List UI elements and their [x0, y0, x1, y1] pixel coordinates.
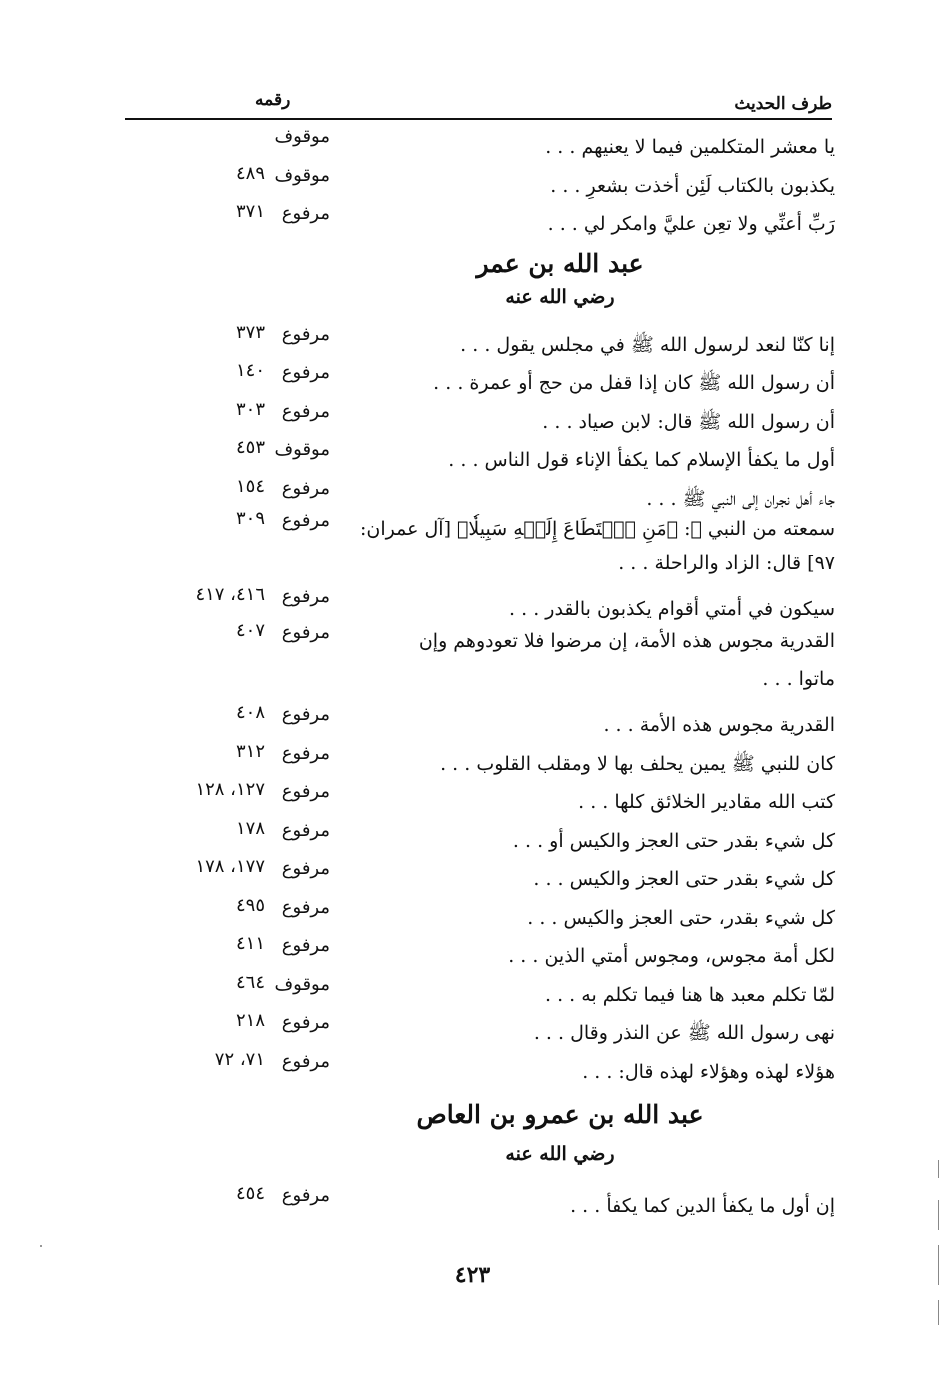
hadith-grade: مرفوع	[281, 1012, 330, 1033]
header-hadith-column: طرف الحديث	[734, 94, 832, 114]
hadith-number: ١٢٧، ١٢٨	[195, 779, 265, 800]
list-item	[125, 968, 835, 1007]
hadith-grade: مرفوع	[281, 896, 330, 918]
table-header	[125, 88, 832, 120]
hadith-text: سمعته من النبي ﷺ: ﴿مَنِ ٱسۡتَطَاعَ إِلَيۡهِ سَبِيلٗا﴾ [آل عمران:	[360, 518, 835, 540]
scan-artifact	[938, 1200, 939, 1230]
hadith-index-list	[125, 120, 835, 1218]
hadith-grade: مرفوع	[281, 858, 330, 879]
hadith-text: كل شيء بقدر، حتى العجز والكيس . . .	[527, 906, 835, 929]
hadith-text: رَبِّ أعنِّي ولا تعِن عليَّ وامكر لي . . .	[547, 213, 835, 235]
hadith-number: ٣٧٣	[235, 321, 265, 343]
list-item	[125, 814, 835, 853]
hadith-text: لكل أمة مجوس، ومجوس أمتي الذين . . .	[508, 945, 835, 967]
scan-artifact	[938, 1300, 939, 1325]
section-title: عبد الله بن عمرو بن العاص	[416, 1100, 704, 1129]
page-number: ٤٢٣	[454, 1262, 491, 1288]
hadith-number: ٣٠٩	[235, 508, 265, 529]
list-item	[125, 395, 835, 434]
hadith-grade: مرفوع	[281, 935, 330, 956]
list-item	[125, 318, 835, 357]
list-item	[125, 737, 835, 776]
hadith-number: ٤٥٤	[235, 1183, 265, 1204]
hadith-text: إنا كنّا لنعد لرسول الله ﷺ في مجلس يقول . . .	[460, 333, 835, 356]
hadith-text: سيكون في أمتي أقوام يكذبون بالقدر . . .	[509, 598, 835, 620]
scan-artifact	[40, 1245, 42, 1247]
hadith-text: كتب الله مقادير الخلائق كلها . . .	[578, 791, 835, 813]
list-item	[125, 622, 835, 658]
hadith-text: كان للنبي ﷺ يمين يحلف بها لا ومقلب القلوب . . .	[440, 752, 835, 775]
hadith-text: أن رسول الله ﷺ قال: لابن صياد . . .	[542, 410, 835, 433]
list-item	[125, 510, 835, 542]
hadith-text: إن أول ما يكفأ الدين كما يكفأ . . .	[570, 1195, 835, 1217]
list-item	[125, 775, 835, 814]
list-item	[125, 698, 835, 737]
hadith-number: ١٤٠	[235, 360, 265, 381]
hadith-number: ٣١٢	[235, 740, 265, 762]
hadith-grade: مرفوع	[281, 1185, 330, 1206]
list-item	[125, 120, 835, 159]
hadith-grade: مرفوع	[281, 323, 330, 345]
list-item-continuation	[125, 542, 835, 580]
section-subtitle: رضي الله عنه	[505, 1143, 615, 1165]
hadith-number: ١٧٧، ١٧٨	[195, 856, 265, 877]
list-item	[125, 891, 835, 930]
hadith-grade: موقوف	[274, 164, 330, 186]
hadith-text: أن رسول الله ﷺ كان إذا قفل من حج أو عمرة . . .	[433, 372, 835, 394]
hadith-number: ٤٥٣	[235, 437, 265, 458]
hadith-number: ٤١١	[235, 933, 265, 954]
hadith-number: ٢١٨	[235, 1010, 265, 1031]
hadith-text: القدرية مجوس هذه الأمة، إن مرضوا فلا تعودوهم وإن	[418, 630, 835, 652]
list-item	[125, 159, 835, 198]
hadith-number: ١٥٤	[235, 475, 265, 497]
hadith-text: كل شيء بقدر حتى العجز والكيس . . .	[533, 868, 835, 890]
list-item	[125, 1006, 835, 1045]
hadith-number: ٣٧١	[235, 201, 265, 222]
hadith-grade: موقوف	[274, 439, 330, 460]
hadith-grade: مرفوع	[281, 781, 330, 802]
list-item	[125, 852, 835, 891]
hadith-number: ٧١، ٧٢	[214, 1048, 265, 1070]
hadith-grade: مرفوع	[281, 477, 330, 499]
hadith-number: ٤٦٤	[235, 971, 265, 993]
hadith-text: جاء أهل نجران إلى النبي ﷺ . . .	[646, 487, 835, 510]
list-item	[125, 356, 835, 395]
list-item	[125, 197, 835, 236]
hadith-number: ٤١٦، ٤١٧	[195, 584, 265, 605]
list-item-continuation	[125, 658, 835, 698]
scan-artifact	[938, 1160, 939, 1178]
hadith-text: أول ما يكفأ الإسلام كما يكفأ الإناء قول الناس . . .	[448, 449, 835, 471]
hadith-grade: مرفوع	[281, 704, 330, 725]
hadith-grade: مرفوع	[281, 819, 330, 841]
hadith-text: كل شيء بقدر حتى العجز والكيس أو . . .	[512, 829, 835, 852]
list-item	[125, 929, 835, 968]
hadith-text: يا معشر المتكلمين فيما لا يعنيهم . . .	[545, 136, 835, 158]
hadith-text: لمّا تكلم معبد ها هنا فيما تكلم به . . .	[545, 983, 835, 1006]
hadith-text: القدرية مجوس هذه الأمة . . .	[603, 714, 835, 736]
hadith-grade: مرفوع	[281, 622, 330, 643]
hadith-number: ٤٠٧	[235, 620, 265, 641]
list-item	[125, 1179, 835, 1218]
hadith-grade: موقوف	[274, 973, 330, 995]
hadith-number: ٤٩٥	[235, 894, 265, 916]
hadith-text: هؤلاء لهذه وهؤلاء لهذه قال: . . .	[582, 1060, 835, 1083]
hadith-text: يكذبون بالكتاب لَئِن أخذت بشعرِ . . .	[550, 174, 835, 197]
section-title: عبد الله بن عمر	[476, 248, 644, 278]
hadith-number: ١٧٨	[235, 817, 265, 839]
list-item	[125, 433, 835, 472]
list-item	[125, 1045, 835, 1084]
hadith-grade: مرفوع	[281, 362, 330, 383]
hadith-number: ٤٨٩	[235, 162, 265, 184]
hadith-text: نهى رسول الله ﷺ عن النذر وقال . . .	[533, 1022, 835, 1044]
hadith-text-continuation: ٩٧] قال: الزاد والراحلة . . .	[618, 552, 835, 574]
section-subtitle: رضي الله عنه	[505, 285, 615, 308]
hadith-grade: مرفوع	[281, 1050, 330, 1072]
hadith-text-continuation: ماتوا . . .	[762, 668, 835, 690]
header-reference-column: رقمه	[255, 90, 291, 110]
hadith-grade: مرفوع	[281, 400, 330, 422]
hadith-number: ٤٠٨	[235, 702, 265, 723]
hadith-grade: مرفوع	[281, 510, 330, 531]
scan-artifact	[938, 1245, 939, 1285]
hadith-grade: مرفوع	[281, 586, 330, 607]
hadith-grade: موقوف	[274, 126, 330, 147]
hadith-grade: مرفوع	[281, 742, 330, 764]
hadith-number: ٣٠٣	[235, 398, 265, 420]
hadith-grade: مرفوع	[281, 203, 330, 224]
